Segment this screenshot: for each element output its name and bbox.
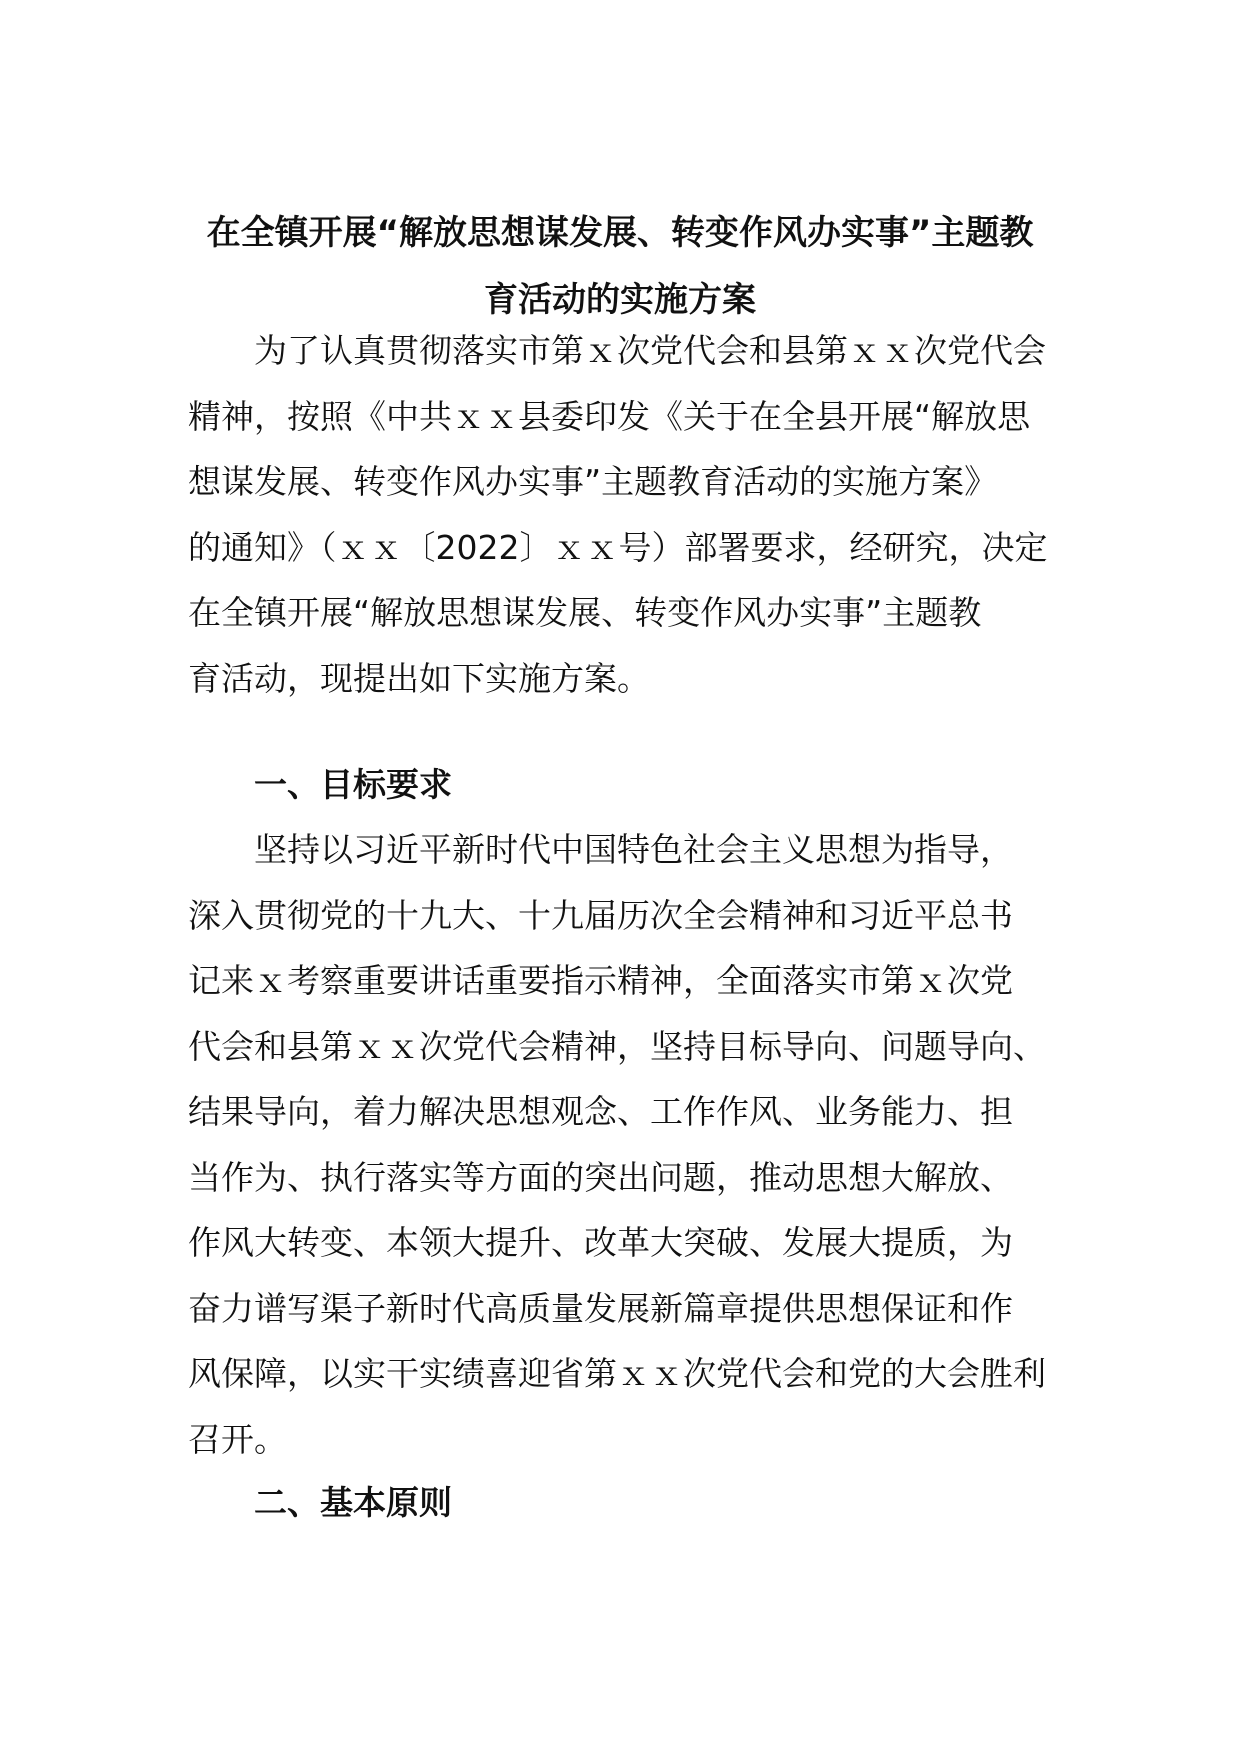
goals-paragraph xyxy=(188,817,1052,1472)
document-title xyxy=(188,200,1052,334)
intro-line-1: 为了认真贯彻落实市第ｘ次党代会和县第ｘｘ次党代会 xyxy=(254,331,1046,370)
goals-line-6: 当作为、执行落实等方面的突出问题，推动思想大解放、 xyxy=(188,1157,1013,1197)
goals-line-3: 记来ｘ考察重要讲话重要指示精神，全面落实市第ｘ次党 xyxy=(188,961,1013,1000)
goals-line-10: 召开。 xyxy=(188,1419,287,1459)
goals-line-5: 结果导向，着力解决思想观念、工作作风、业务能力、担 xyxy=(188,1092,1013,1131)
intro-line-3: 想谋发展、转变作风办实事”主题教育活动的实施方案》 xyxy=(188,462,998,501)
goals-line-8: 奋力谱写渠子新时代高质量发展新篇章提供思想保证和作 xyxy=(188,1288,1013,1328)
goals-line-4: 代会和县第ｘｘ次党代会精神，坚持目标导向、问题导向、 xyxy=(188,1026,1046,1066)
goals-line-2: 深入贯彻党的十九大、十九届历次全会精神和习近平总书 xyxy=(188,895,1013,935)
goals-line-7: 作风大转变、本领大提升、改革大突破、发展大提质，为 xyxy=(188,1223,1013,1262)
section-heading-goals: 一、目标要求 xyxy=(254,765,452,804)
section-heading-principles: 二、基本原则 xyxy=(254,1483,452,1522)
title-line-1: 在全镇开展“解放思想谋发展、转变作风办实事”主题教 xyxy=(206,213,1034,253)
intro-paragraph xyxy=(188,318,1052,711)
intro-line-5: 在全镇开展“解放思想谋发展、转变作风办实事”主题教 xyxy=(188,593,982,632)
goals-line-1: 坚持以习近平新时代中国特色社会主义思想为指导， xyxy=(254,830,1013,869)
intro-line-6: 育活动，现提出如下实施方案。 xyxy=(188,658,650,698)
title-line-2: 育活动的实施方案 xyxy=(484,280,756,320)
intro-line-2: 精神，按照《中共ｘｘ县委印发《关于在全县开展“解放思 xyxy=(188,396,1031,436)
goals-line-9: 风保障，以实干实绩喜迎省第ｘｘ次党代会和党的大会胜利 xyxy=(188,1354,1046,1393)
intro-line-4: 的通知》（ｘｘ〔2022〕ｘｘ号）部署要求，经研究，决定 xyxy=(188,527,1048,567)
